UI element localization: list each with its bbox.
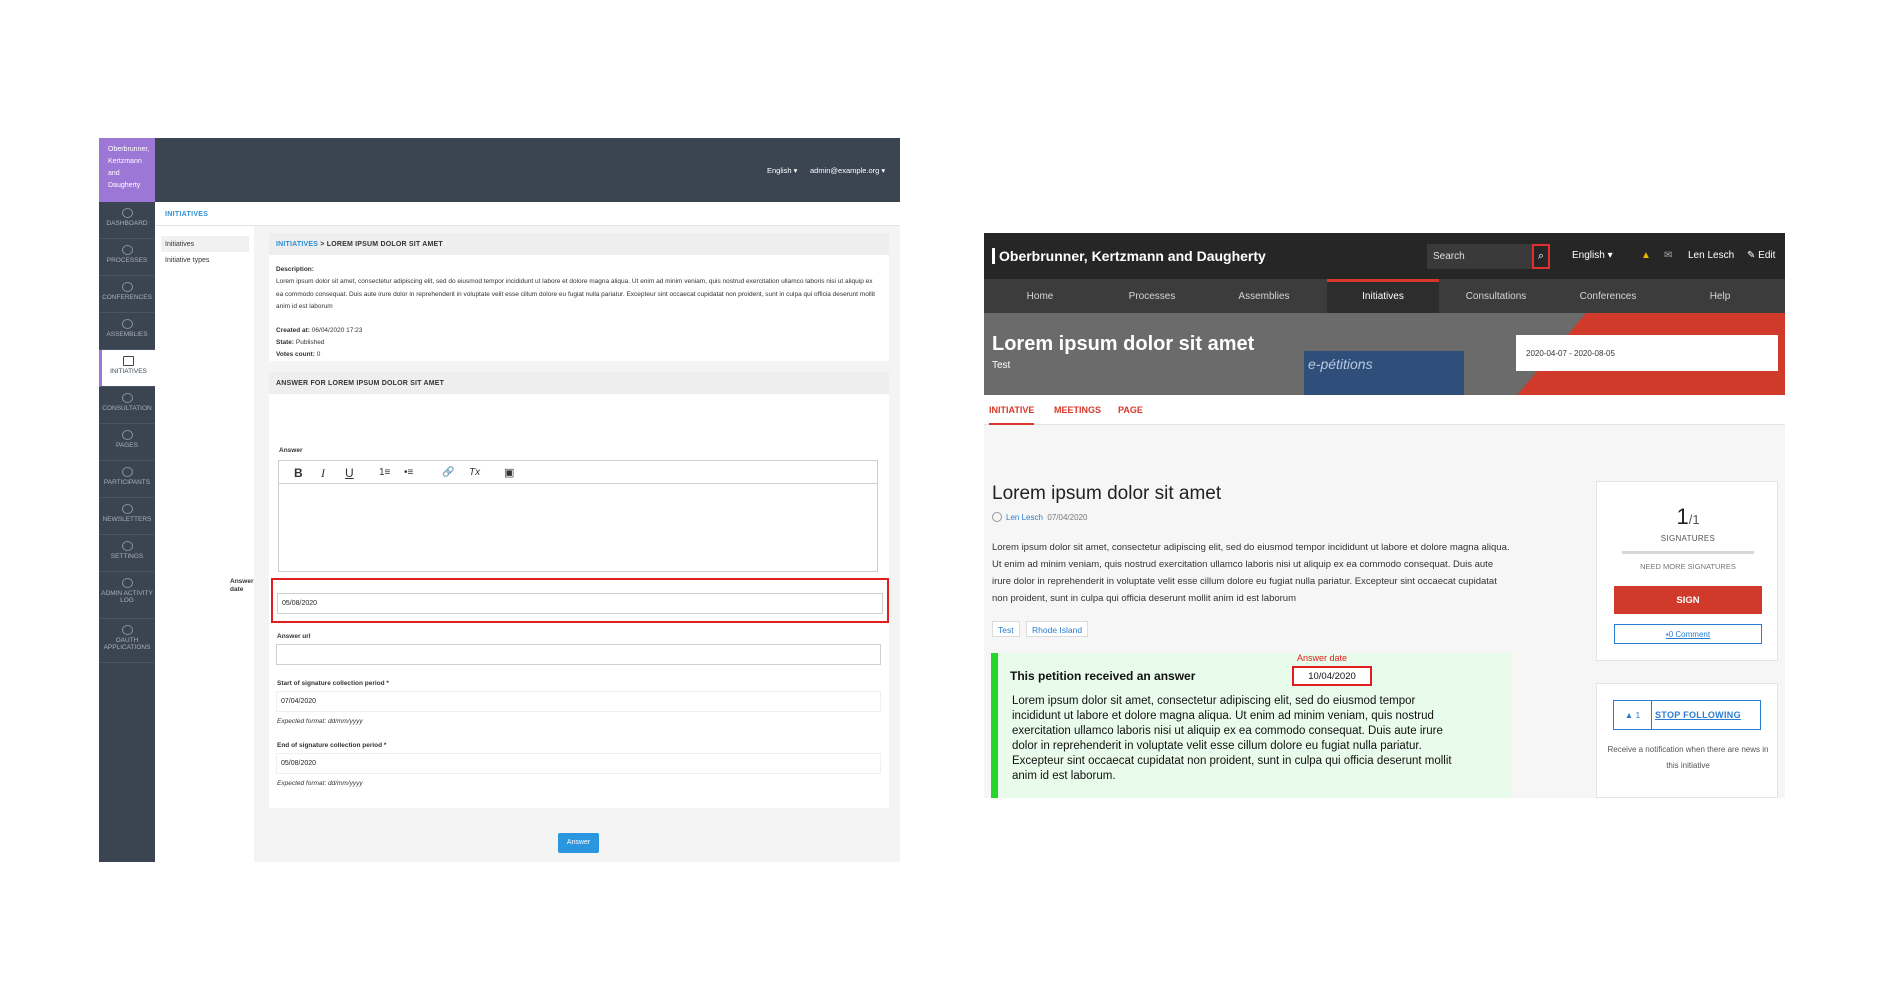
admin-nav-participants[interactable] xyxy=(99,461,155,498)
initiative-info-card xyxy=(269,233,889,361)
tag-test[interactable]: Test xyxy=(992,621,1020,637)
answer-url-input[interactable] xyxy=(276,644,881,665)
admin-nav-dashboard[interactable] xyxy=(99,202,155,239)
signatures-total: /1 xyxy=(1688,512,1700,527)
tab-initiative[interactable]: INITIATIVE xyxy=(989,405,1034,425)
answer-date-label: Answer date xyxy=(230,578,254,593)
italic-icon[interactable]: I xyxy=(321,466,325,480)
breadcrumb xyxy=(269,233,889,255)
sign-button[interactable]: SIGN xyxy=(1614,586,1762,614)
breadcrumb-link[interactable]: INITIATIVES xyxy=(276,241,319,248)
answer-heading: This petition received an answer xyxy=(1010,669,1196,683)
description-label: Description: xyxy=(276,266,314,273)
start-date-label: Start of signature collection period * xyxy=(277,680,389,687)
admin-nav-pages[interactable] xyxy=(99,424,155,461)
tab-meetings[interactable]: MEETINGS xyxy=(1054,405,1102,415)
nav-home[interactable]: Home xyxy=(1026,291,1054,302)
bold-icon[interactable]: B xyxy=(294,466,303,480)
search-input[interactable]: Search xyxy=(1427,244,1534,269)
initiative-body: Lorem ipsum dolor sit amet, consectetur adipiscing elit, sed do eiusmod tempor incididunt ut labore et dolore magna aliqua. Ut enim ad minim veniam, quis nostrud exercitation ullamco laboris nisi ut aliquip ex ea commodo consequat. Duis aute irure dolor in reprehenderit in voluptate velit esse cillum dolore eu fugiat nulla pariatur. Excepteur sint occaecat cupidatat non proident, sunt in culpa qui officia deserunt mollit anim id est laborum xyxy=(992,542,1510,604)
nav-label: PAGES xyxy=(116,442,138,449)
consultation-icon xyxy=(122,393,133,403)
admin-nav-conferences[interactable] xyxy=(99,276,155,313)
created-value: 06/04/2020 17:23 xyxy=(311,327,363,334)
tab-page[interactable]: PAGE xyxy=(1118,405,1143,415)
admin-screen xyxy=(99,138,900,862)
hero-image: e-pétitions xyxy=(1304,351,1464,395)
admin-section-bar xyxy=(155,202,900,226)
processes-icon xyxy=(122,245,133,255)
nav-label: INITIATIVES xyxy=(110,368,147,375)
newsletters-icon xyxy=(122,504,133,514)
state xyxy=(276,337,324,350)
end-date-input[interactable]: 05/08/2020 xyxy=(276,753,881,774)
nav-label: SETTINGS xyxy=(110,553,144,560)
user-name[interactable]: Len Lesch xyxy=(1688,250,1735,261)
end-date-hint: Expected format: dd/mm/yyyy xyxy=(277,780,363,787)
language-selector[interactable]: English ▾ xyxy=(767,166,798,175)
org-name-line: and xyxy=(108,170,120,177)
end-date-label: End of signature collection period * xyxy=(277,742,387,749)
main-nav xyxy=(984,279,1785,313)
bell-icon[interactable]: ▲ xyxy=(1641,250,1651,261)
answer-body: Lorem ipsum dolor sit amet, consectetur adipiscing elit, sed do eiusmod tempor incididunt ut labore et dolore magna aliqua. Ut enim ad minim veniam, quis nostrud exercitation ullamco laboris nisi ut aliquip ex ea commodo consequat. Duis aute irure dolor in reprehenderit in voluptate velit esse cillum dolore eu fugiat nulla pariatur. Excepteur sint occaecat cupidatat non proident, sunt in culpa qui officia deserunt mollit anim id est laborum. xyxy=(1012,695,1452,782)
followers-count xyxy=(1614,701,1652,729)
public-screen xyxy=(984,233,1785,798)
signatures-count: 1 xyxy=(1676,504,1689,529)
publish-date: 07/04/2020 xyxy=(1047,513,1088,522)
admin-nav-initiatives[interactable] xyxy=(99,350,155,387)
bell-icon: ▲ xyxy=(1624,710,1634,720)
answer-rich-text-editor[interactable] xyxy=(278,460,878,572)
video-icon[interactable]: ▣ xyxy=(504,467,515,479)
assemblies-icon xyxy=(122,319,133,329)
search-icon[interactable]: ⌕ xyxy=(1532,244,1550,269)
hero-title: Lorem ipsum dolor sit amet xyxy=(992,333,1255,355)
answer-card-title: ANSWER FOR LOREM IPSUM DOLOR SIT AMET xyxy=(269,372,889,394)
org-name-line: Daugherty xyxy=(108,182,141,189)
admin-log-icon xyxy=(122,578,133,588)
state-value: Published xyxy=(295,339,325,346)
nav-label: NEWSLETTERS xyxy=(102,516,152,523)
hero-subtitle: Test xyxy=(992,360,1011,371)
org-name-line: Oberbrunner, xyxy=(108,146,150,153)
stop-following-button[interactable] xyxy=(1613,700,1761,730)
hero-date-range: 2020-04-07 - 2020-08-05 xyxy=(1516,335,1778,371)
underline-icon[interactable]: U xyxy=(345,466,354,480)
admin-topbar xyxy=(155,138,900,202)
need-more-signatures: NEED MORE SIGNATURES xyxy=(1640,562,1736,571)
mail-icon[interactable]: ✉ xyxy=(1664,250,1673,261)
stop-following-label: STOP FOLLOWING xyxy=(1655,710,1741,720)
oauth-icon xyxy=(122,625,133,635)
created-at xyxy=(276,325,362,338)
editor-toolbar xyxy=(279,461,877,484)
signatures-progress-bar xyxy=(1622,551,1754,554)
start-date-input[interactable]: 07/04/2020 xyxy=(276,691,881,712)
signatures-card xyxy=(1596,481,1778,661)
nav-label: ADMIN ACTIVITY LOG xyxy=(101,590,153,604)
section-title[interactable]: INITIATIVES xyxy=(165,211,209,218)
admin-org-logo[interactable] xyxy=(99,138,155,202)
nav-label: PARTICIPANTS xyxy=(103,479,151,486)
signatures-progress xyxy=(1597,504,1779,530)
votes-label: Votes count: xyxy=(276,351,315,358)
nav-consultations[interactable]: Consultations xyxy=(1465,291,1527,302)
language-selector[interactable]: English ▾ xyxy=(1572,250,1613,261)
nav-conferences[interactable]: Conferences xyxy=(1579,291,1637,302)
answer-callout xyxy=(991,653,1511,798)
description-text: Lorem ipsum dolor sit amet, consectetur adipiscing elit, sed do eiusmod tempor incididunt ut labore et dolore magna aliqua. Ut enim ad minim veniam, quis nostrud exercitation ullamco laboris nisi ut aliquip ex ea commodo consequat. Duis aute irure dolor in reprehenderit in voluptate velit esse cillum dolore eu fugiat nulla pariatur. Excepteur sint occaecat cupidatat non proident, sunt in culpa qui officia deserunt mollit anim id est laborum xyxy=(276,278,875,310)
admin-nav-activity-log[interactable] xyxy=(99,572,155,619)
dashboard-icon xyxy=(122,208,133,218)
nav-processes[interactable]: Processes xyxy=(1128,291,1176,302)
nav-label: CONFERENCES xyxy=(102,294,152,301)
answer-submit-button[interactable]: Answer xyxy=(558,833,599,853)
nav-label: PROCESSES xyxy=(106,257,148,264)
participants-icon xyxy=(122,467,133,477)
user-menu[interactable]: admin@example.org ▾ xyxy=(810,166,886,175)
org-name-line: Kertzmann xyxy=(108,158,142,165)
conferences-icon xyxy=(122,282,133,292)
breadcrumb-current: > LOREM IPSUM DOLOR SIT AMET xyxy=(318,241,443,248)
state-label: State: xyxy=(276,339,295,346)
admin-nav-processes[interactable] xyxy=(99,239,155,276)
initiative-tabs xyxy=(984,395,1785,425)
nav-help[interactable]: Help xyxy=(1709,291,1731,302)
start-date-hint: Expected format: dd/mm/yyyy xyxy=(277,718,363,725)
answer-label: Answer xyxy=(279,447,303,454)
comment-label: 0 Comment xyxy=(1668,630,1711,639)
nav-label: OAUTH APPLICATIONS xyxy=(103,637,151,651)
secnav-initiatives[interactable]: Initiatives xyxy=(161,236,249,252)
org-name[interactable]: Oberbrunner, Kertzmann and Daugherty xyxy=(992,248,1266,264)
comment-icon: ▪ xyxy=(1665,630,1669,639)
admin-nav-settings[interactable] xyxy=(99,535,155,572)
answer-date-label: Answer date xyxy=(1297,653,1348,663)
hero-banner xyxy=(984,313,1785,395)
admin-nav-newsletters[interactable] xyxy=(99,498,155,535)
notify-text: Receive a notification when there are news in this initiative xyxy=(1607,745,1769,770)
signatures-label: SIGNATURES xyxy=(1660,534,1716,543)
votes-count xyxy=(276,349,320,362)
edit-button[interactable]: ✎ Edit xyxy=(1747,250,1776,261)
pages-icon xyxy=(122,430,133,440)
link-icon[interactable]: 🔗 xyxy=(442,467,455,478)
admin-nav-consultation[interactable] xyxy=(99,387,155,424)
answer-url-label: Answer url xyxy=(277,633,311,640)
ordered-list-icon[interactable]: 1≡ xyxy=(379,467,391,478)
votes-value: 0 xyxy=(316,351,321,358)
initiatives-icon xyxy=(123,356,134,366)
author-line xyxy=(992,512,1087,522)
nav-assemblies[interactable]: Assemblies xyxy=(1238,291,1290,302)
bullet-list-icon[interactable]: •≡ xyxy=(404,467,414,478)
nav-label: DASHBOARD xyxy=(106,220,148,227)
nav-initiatives[interactable]: Initiatives xyxy=(1327,279,1439,313)
follow-card xyxy=(1596,683,1778,798)
tag-rhode-island[interactable]: Rhode Island xyxy=(1026,621,1088,637)
comment-button[interactable] xyxy=(1614,624,1762,644)
admin-nav-oauth[interactable] xyxy=(99,619,155,663)
author-name[interactable]: Len Lesch xyxy=(1006,513,1043,522)
initiative-title: Lorem ipsum dolor sit amet xyxy=(992,483,1222,504)
clear-format-icon[interactable]: Tx xyxy=(469,467,481,478)
nav-label: ASSEMBLIES xyxy=(106,331,148,338)
admin-sidebar xyxy=(99,138,155,862)
created-label: Created at: xyxy=(276,327,310,334)
admin-secondary-nav xyxy=(155,226,254,862)
admin-nav-assemblies[interactable] xyxy=(99,313,155,350)
secnav-initiative-types[interactable]: Initiative types xyxy=(165,257,210,264)
answer-date-input[interactable]: 05/08/2020 xyxy=(277,593,883,614)
follow-count-value: 1 xyxy=(1635,710,1641,720)
settings-icon xyxy=(122,541,133,551)
nav-label: CONSULTATION xyxy=(102,405,152,412)
public-header xyxy=(984,233,1785,279)
answer-date-value: 10/04/2020 xyxy=(1292,666,1372,686)
avatar-icon xyxy=(992,512,1002,522)
